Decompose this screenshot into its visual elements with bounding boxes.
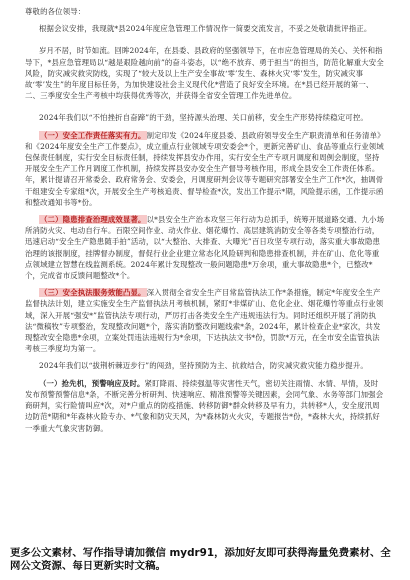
section-2-body: 以*县安全生产治本攻坚三年行动为总抓手，统筹开展道路交通、九小场所消防火灾、电动自行车。百限空间作业、动火作业、烟花爆竹、高层建筑消防安全等各类专项整治行动，迅速启动“安全生产隐患随手拍”活动，以“大整治、大排查、大曝光”百日攻坚专项行动，落实重大事故隐患治理的该报制度，挂牌督办制度，督促行业企业建立常态化风险研判和隐患排查机制，并在矿山、危化等重点领域建立智慧在线监测系统。2024年累计发现整改一般问题隐患*万余项，重大事故隐患*个，已整改*个，完成省市反馈问题整改*个。 xyxy=(25,215,385,281)
section-4-body: 紧盯降雨、持续强温等灾害性天气，密切关注雨情、水情、旱情，及时发布预警预警信息*条，不断完善分析研判、快速响应、精准预警等关键因素，会同气象、水务等部门加强会商研判，实行险情叫应*次，对*户重点的防疫措施、转移防御*群众转移及早有力，共转移*人，安全度汛周边防范*期和*年森林火险专办、*气象和防灾天风，为*森林防火火灾，专题报告*份，*森林大火，持续抓好一季重大气象灾害防御。 xyxy=(25,378,384,433)
section-2 xyxy=(0,214,410,281)
greeting: 尊敬的各位领导： xyxy=(25,7,86,16)
capacity-paragraph: 2024年我们以“拔荆析棘迈步行”的闯劲，坚持预防为主、抗救结合，防灾减灾救灾能力稳步提升。 xyxy=(39,361,368,371)
section-3-body: 深入贯彻全省安全生产目常监管执法工作*条措施，制定*年度安全生产监督执法计划，建立实施安全生产监督执法月考核机制，紧盯*非煤矿山、危化企业、烟花爆竹等重点行业领域，深入开展“强安*”监管执法专项行动，严厉打击各类安全生产违规违法行为。同时还组织开展了消防执法“微稿牧”专项整治，发现整改问题*个，落实消防整改问题线索*条，2024年，累计检查企业*家次，共发现整改安全隐患*余项，立案处罚违法违规行为*余项，下达执法文书*份，罚款*万元，在全市安全监管执法考核三季度均为第一。 xyxy=(25,288,384,354)
section-1-heading: （一）安全工作责任落实有力。 xyxy=(40,130,146,140)
section-3 xyxy=(0,287,410,354)
promo-banner xyxy=(0,547,410,573)
intro-paragraph: 根据会议安排，我现就*县2024年度应急管理工作情况作一简要交流发言，不妥之处敬请批评指正。 xyxy=(39,24,372,34)
review-paragraph: 岁月不居，时节如流。回眸2024年，在县委、县政府的坚强领导下，在市应急管理局的关心、关怀和指导下，*县应急管理局以“越是艰险越向前”的奋斗姿态，以“绝不放弃、勇于担当”的担当，防范化解重大安全风险，防灾减灾救灾防线，实现了“较大及以上生产安全事故‘零’发生、森林火灾‘零’发生，防灾减灾事故‘零’发生”的年度目标任务，为加快建设社会主义现代化*营造了良好安全环境。在*县已经开展的第一、二、三季度安全生产考核中均获得优秀等次，并获得全省安全管理工作先进单位。 xyxy=(25,46,384,101)
section-4 xyxy=(0,378,410,434)
year-summary-paragraph: 2024年我们以“不怕挫折自奋蹄”的干劲，坚持源头治理、关口前移，安全生产形势持续稳定可控。 xyxy=(39,113,368,123)
section-4-heading: （一）抢先机，预警响应及时。 xyxy=(39,378,145,388)
section-2-heading: （二）隐患排查治理成效显著。 xyxy=(40,215,146,225)
section-3-heading: （三）安全执法服务效能凸显。 xyxy=(40,288,146,298)
promo-text: 更多公文素材、写作指导请加微信 mydr91，添加好友即可获得海量免费素材、全网公文资源、每日更新实时文稿。 xyxy=(10,547,391,572)
section-1-body: 制定印发《2024年度县委、县政府领导安全生产职责清单和任务清单》和《2024年度安全生产工作要点》，成立重点行业领域专项安委会*个，更新完善矿山、食品等重点行业领域包保责任制度，实行安全目标责任制，持续发挥县安办作用，实行安全生产专项月调度和周例会制度，坚持开展安全生产工作月调度工作机制，持续发挥县安办安全生产督导考核作用，形成全县安全工作责任体系。年，累计提请召开常委会、政府常务会、安委会，月调度研判会议等专题研究部署安全生产工作*次，抽调骨干组建安全专家组*次，开展安全生产考核追责、督导检查*次，发出工作提示*期，风险提示函，工作提示函和整改通知书等*份。 xyxy=(25,130,385,207)
section-1 xyxy=(0,130,410,208)
